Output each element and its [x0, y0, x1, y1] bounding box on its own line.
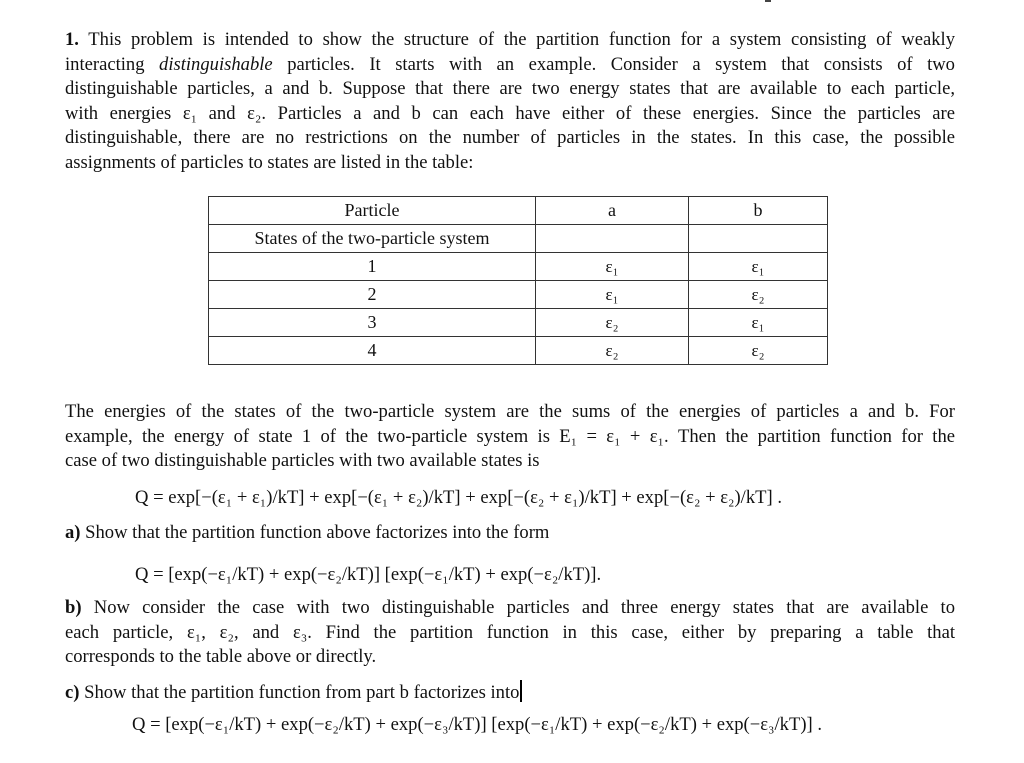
part-c-text: Show that the partition function from part b factorizes into — [84, 682, 520, 703]
partition-function-factor-two-equation: Q = [exp(−ε₁/kT) + exp(−ε₂/kT)] [exp(−ε₁/kT) + exp(−ε₂/kT)]. — [135, 564, 602, 585]
particle-states-table — [208, 196, 828, 365]
state-number: 3 — [209, 309, 536, 337]
intro-line-3: distinguishable particles, a and b. Suppose that there are two energy states that are available to each particle, — [65, 78, 955, 99]
table-row — [209, 281, 828, 309]
partition-function-factor-three-equation: Q = [exp(−ε₁/kT) + exp(−ε₂/kT) + exp(−ε₃/kT)] [exp(−ε₁/kT) + exp(−ε₂/kT) + exp(−ε₃/kT)] . — [132, 714, 823, 735]
part-c-label: c) — [65, 682, 80, 703]
part-a-text: Show that the partition function above factorizes into the form — [85, 522, 550, 543]
energies-line-1: The energies of the states of the two-particle system are the sums of the energies of particles a and b. For — [65, 401, 955, 422]
table-header-row — [209, 197, 828, 225]
intro-line-2: interacting distinguishable particles. It starts with an example. Consider a system that consists of two — [65, 53, 955, 75]
part-b-line-1: b) Now consider the case with two distinguishable particles and three energy states that are available to — [65, 597, 955, 618]
table-row — [209, 337, 828, 365]
energies-paragraph — [65, 400, 955, 474]
part-b-label: b) — [65, 597, 82, 618]
problem-intro-paragraph — [65, 28, 955, 175]
top-edge-fragment — [65, 0, 955, 4]
header-states: States of the two-particle system — [209, 225, 536, 253]
part-a-label: a) — [65, 522, 81, 543]
header-b: b — [689, 197, 828, 225]
part-b-line-2: each particle, ε₁, ε₂, and ε₃. Find the partition function in this case, either by preparing a table that — [65, 621, 955, 643]
table-header-row-2 — [209, 225, 828, 253]
energy-a: ε₂ — [536, 309, 689, 337]
energy-b: ε₁ — [689, 253, 828, 281]
energy-b: ε₁ — [689, 309, 828, 337]
partition-function-sum-equation: Q = exp[−(ε₁ + ε₁)/kT] + exp[−(ε₁ + ε₂)/kT] + exp[−(ε₂ + ε₁)/kT] + exp[−(ε₂ + ε₂)/kT] . — [135, 487, 782, 508]
header-empty-a — [536, 225, 689, 253]
intro-line-5: distinguishable, there are no restrictions on the number of particles in the states. In this case, the possible — [65, 127, 955, 148]
part-a-prompt — [65, 522, 549, 544]
table-row — [209, 309, 828, 337]
italic-distinguishable: distinguishable — [159, 53, 273, 75]
header-empty-b — [689, 225, 828, 253]
problem-number: 1. — [65, 29, 79, 50]
energy-a: ε₁ — [536, 253, 689, 281]
header-particle: Particle — [209, 197, 536, 225]
intro-line-6: assignments of particles to states are listed in the table: — [65, 151, 474, 173]
energy-a: ε₁ — [536, 281, 689, 309]
intro-line-4: with energies ε₁ and ε₂. Particles a and b can each have either of these energies. Since the particles are — [65, 102, 955, 124]
table-row — [209, 253, 828, 281]
energy-b: ε₂ — [689, 281, 828, 309]
state-number: 1 — [209, 253, 536, 281]
energies-line-3: case of two distinguishable particles with two available states is — [65, 450, 540, 471]
part-b-paragraph — [65, 596, 955, 670]
energies-line-2: example, the energy of state 1 of the two-particle system is E₁ = ε₁ + ε₁. Then the partition function for the — [65, 425, 955, 447]
energy-b: ε₂ — [689, 337, 828, 365]
part-c-prompt — [65, 680, 522, 704]
header-a: a — [536, 197, 689, 225]
state-number: 4 — [209, 337, 536, 365]
text-cursor — [520, 680, 522, 702]
state-number: 2 — [209, 281, 536, 309]
intro-line-1 — [65, 28, 955, 53]
energy-a: ε₂ — [536, 337, 689, 365]
intro-line-1-text: This problem is intended to show the structure of the partition function for a system consisting of weakly — [88, 29, 955, 50]
part-b-line-3: corresponds to the table above or directly. — [65, 646, 377, 667]
